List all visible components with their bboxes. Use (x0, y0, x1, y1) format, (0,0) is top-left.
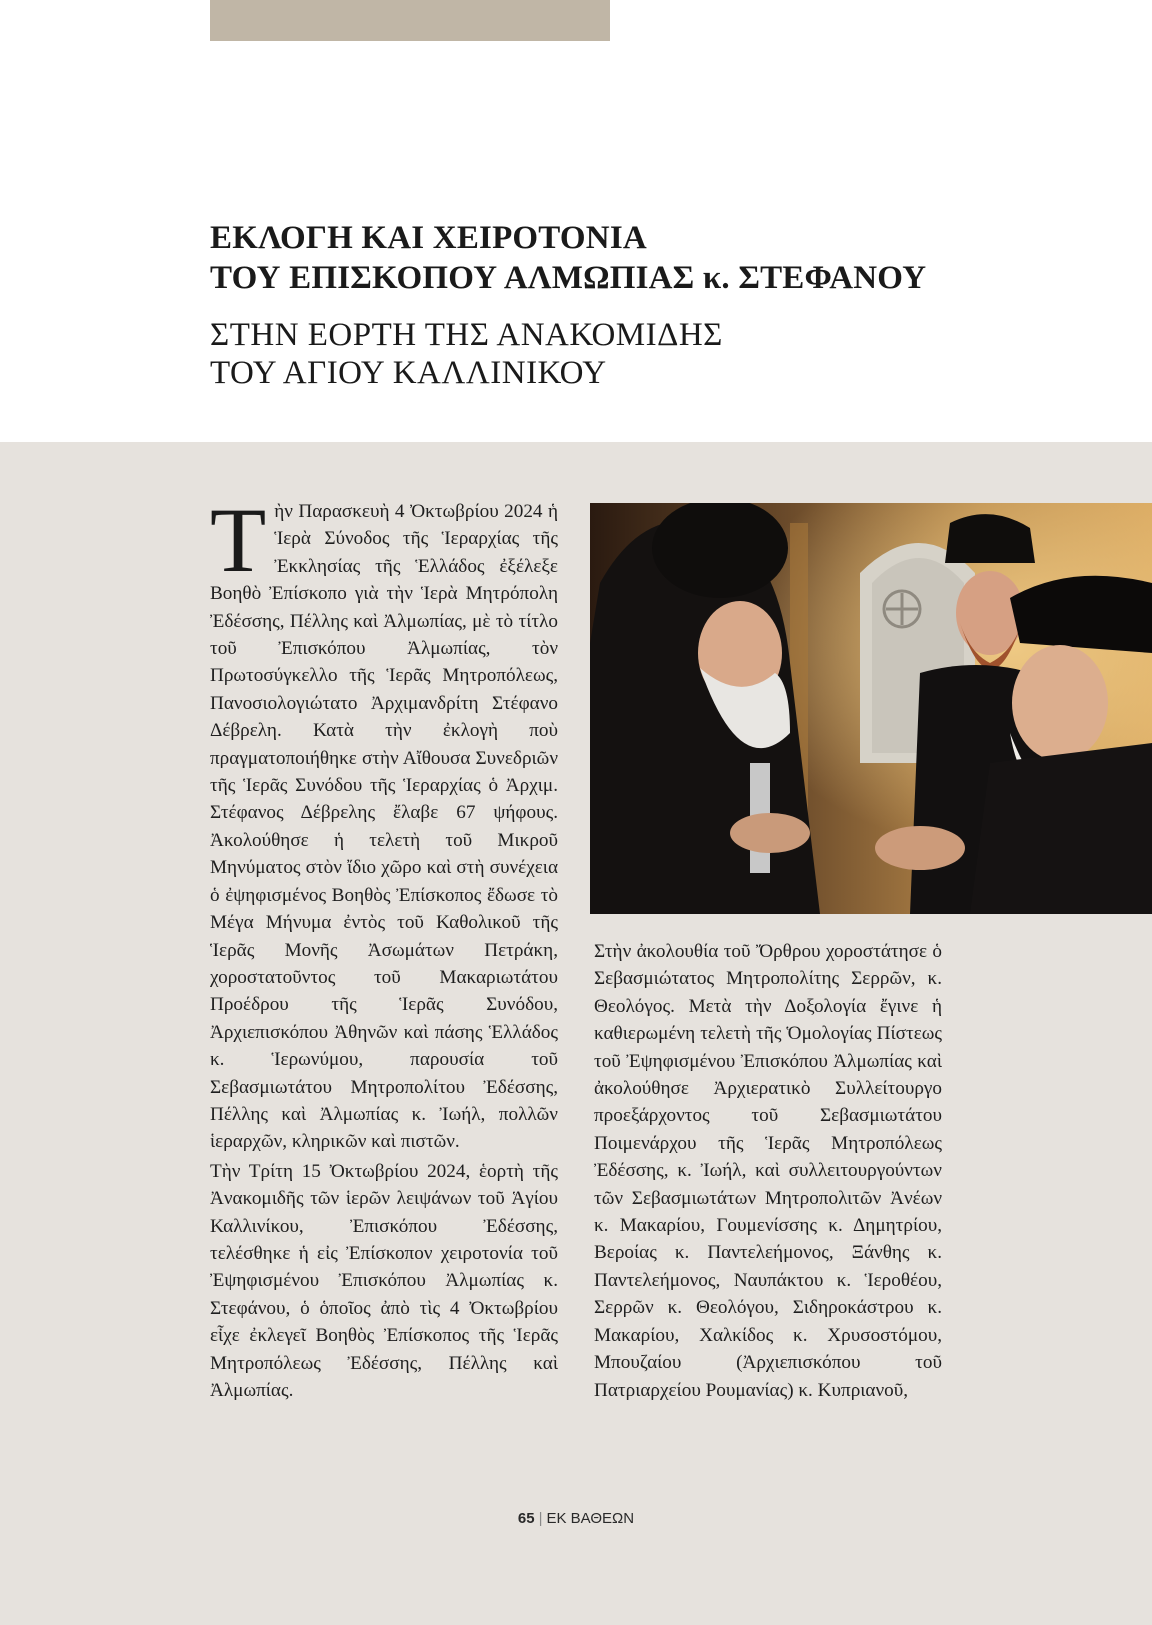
page-number: 65 (517, 1510, 535, 1527)
article-column-left (210, 489, 558, 1404)
page-footer (0, 1510, 1152, 1527)
article-photo (590, 503, 1152, 914)
title-line-1: ΕΚΛΟΓΗ ΚΑΙ ΧΕΙΡΟΤΟΝΙΑ (210, 220, 647, 256)
paragraph-3: Στὴν ἀκολουθία τοῦ Ὄρθρου χοροστάτησε ὁ Σεβασμιώτατος Μητροπολίτης Σερρῶν, κ. Θεολόγος. Μετὰ τὴν Δοξολογία ἔγινε ἡ καθιερωμένη τελετὴ τῆς Ὁμολογίας Πίστεως τοῦ Ἐψηφισμένου Ἐπισκόπου Ἀλμωπίας καὶ ἀκολούθησε Ἀρχιερατικὸ Συλλείτουργο προεξάρχοντος τοῦ Σεβασμιωτάτου Ποιμενάρχου τῆς Ἱερᾶς Μητροπόλεως Ἐδέσσης, κ. Ἰωήλ, καὶ συλλειτουργούντων τῶν Σεβασμιωτάτων Μητροπολιτῶν Ἀνέων κ. Μακαρίου, Γουμενίσσης κ. Δημητρίου, Βεροίας κ. Παντελεήμονος, Ξάνθης κ. Παντελεήμονος, Ναυπάκτου κ. Ἱεροθέου, Σερρῶν κ. Θεολόγου, Σιδηροκάστρου κ. Μακαρίου, Χαλκίδος κ. Χρυσοστόμου, Μπουζαίου (Ἀρχιεπισκόπου τοῦ Πατριαρχείου Ρουμανίας) κ. Κυπριανοῦ, (594, 941, 942, 1401)
top-accent-bar (210, 0, 610, 41)
article-subtitle (210, 316, 1110, 392)
drop-cap: Τ (210, 489, 267, 591)
photo-illustration (590, 503, 1152, 914)
subtitle-line-1: ΣΤΗΝ ΕΟΡΤΗ ΤΗΣ ΑΝΑΚΟΜΙΔΗΣ (210, 317, 723, 353)
subtitle-line-2: ΤΟΥ ΑΓΙΟΥ ΚΑΛΛΙΝΙΚΟΥ (210, 355, 607, 391)
paragraph-2: Τὴν Τρίτη 15 Ὀκτωβρίου 2024, ἑορτὴ τῆς Ἀνακομιδῆς τῶν ἱερῶν λειψάνων τοῦ Ἁγίου Καλλινίκου, Ἐπισκόπου Ἐδέσσης, τελέσθηκε ἡ εἰς Ἐπίσκοπον χειροτονία τοῦ Ἐψηφισμένου Ἐπισκόπου Ἀλμωπίας κ. Στεφάνου, ὁ ὁποῖος ἀπὸ τὶς 4 Ὀκτωβρίου εἶχε ἐκλεγεῖ Βοηθὸς Ἐπίσκοπος τῆς Ἱερᾶς Μητροπόλεως Ἐδέσσης, Πέλλης καὶ Ἀλμωπίας. (210, 1160, 558, 1401)
footer-separator: | (538, 1510, 543, 1527)
paragraph-1-text: ὴν Παρασκευὴ 4 Ὀκτωβρίου 2024 ἡ Ἱερὰ Σύνοδος τῆς Ἱεραρχίας τῆς Ἐκκλησίας τῆς Ἑλλάδος ἐξέλεξε Βοηθὸ Ἐπίσκοπο γιὰ τὴν Ἱερὰ Μητρόπολη Ἐδέσσης, Πέλλης καὶ Ἀλμωπίας, μὲ τὸ τίτλο τοῦ Ἐπισκόπου Ἀλμωπίας, τὸν Πρωτοσύγκελλο τῆς Ἱερᾶς Μητροπόλεως, Πανοσιολογιώτατο Ἀρχιμανδρίτη Στέφανο Δέβρελη. Κατὰ τὴν ἐκλογὴ ποὺ πραγματοποιήθηκε στὴν Αἴθουσα Συνεδριῶν τῆς Ἱερᾶς Συνόδου τῆς Ἱεραρχίας ὁ Ἀρχιμ. Στέφανος Δέβρελης ἔλαβε 67 ψήφους. Ἀκολούθησε ἡ τελετὴ τοῦ Μικροῦ Μηνύματος στὸν ἴδιο χῶρο καὶ στὴ συνέχεια ὁ ἐψηφισμένος Βοηθὸς Ἐπίσκοπος ἔδωσε τὸ Μέγα Μήνυμα ἐντὸς τοῦ Καθολικοῦ τῆς Ἱερᾶς Μονῆς Ἀσωμάτων Πετράκη, χοροστατοῦντος τοῦ Μακαριωτάτου Προέδρου τῆς Ἱερᾶς Συνόδου, Ἀρχιεπισκόπου Ἀθηνῶν καὶ πάσης Ἑλλάδος κ. Ἱερωνύμου, παρουσία τοῦ Σεβασμιωτάτου Μητροπολίτου Ἐδέσσης, Πέλλης καὶ Ἀλμωπίας κ. Ἰωήλ, πολλῶν ἱεραρχῶν, κληρικῶν καὶ πιστῶν. (210, 501, 558, 1153)
article-column-right (594, 938, 942, 1404)
title-line-2: ΤΟΥ ΕΠΙΣΚΟΠΟΥ ΑΛΜΩΠΙΑΣ κ. ΣΤΕΦΑΝΟΥ (210, 260, 927, 296)
paragraph-1 (210, 489, 558, 1156)
article-title (210, 218, 1110, 298)
publication-name: ΕΚ ΒΑΘΕΩΝ (546, 1510, 635, 1527)
